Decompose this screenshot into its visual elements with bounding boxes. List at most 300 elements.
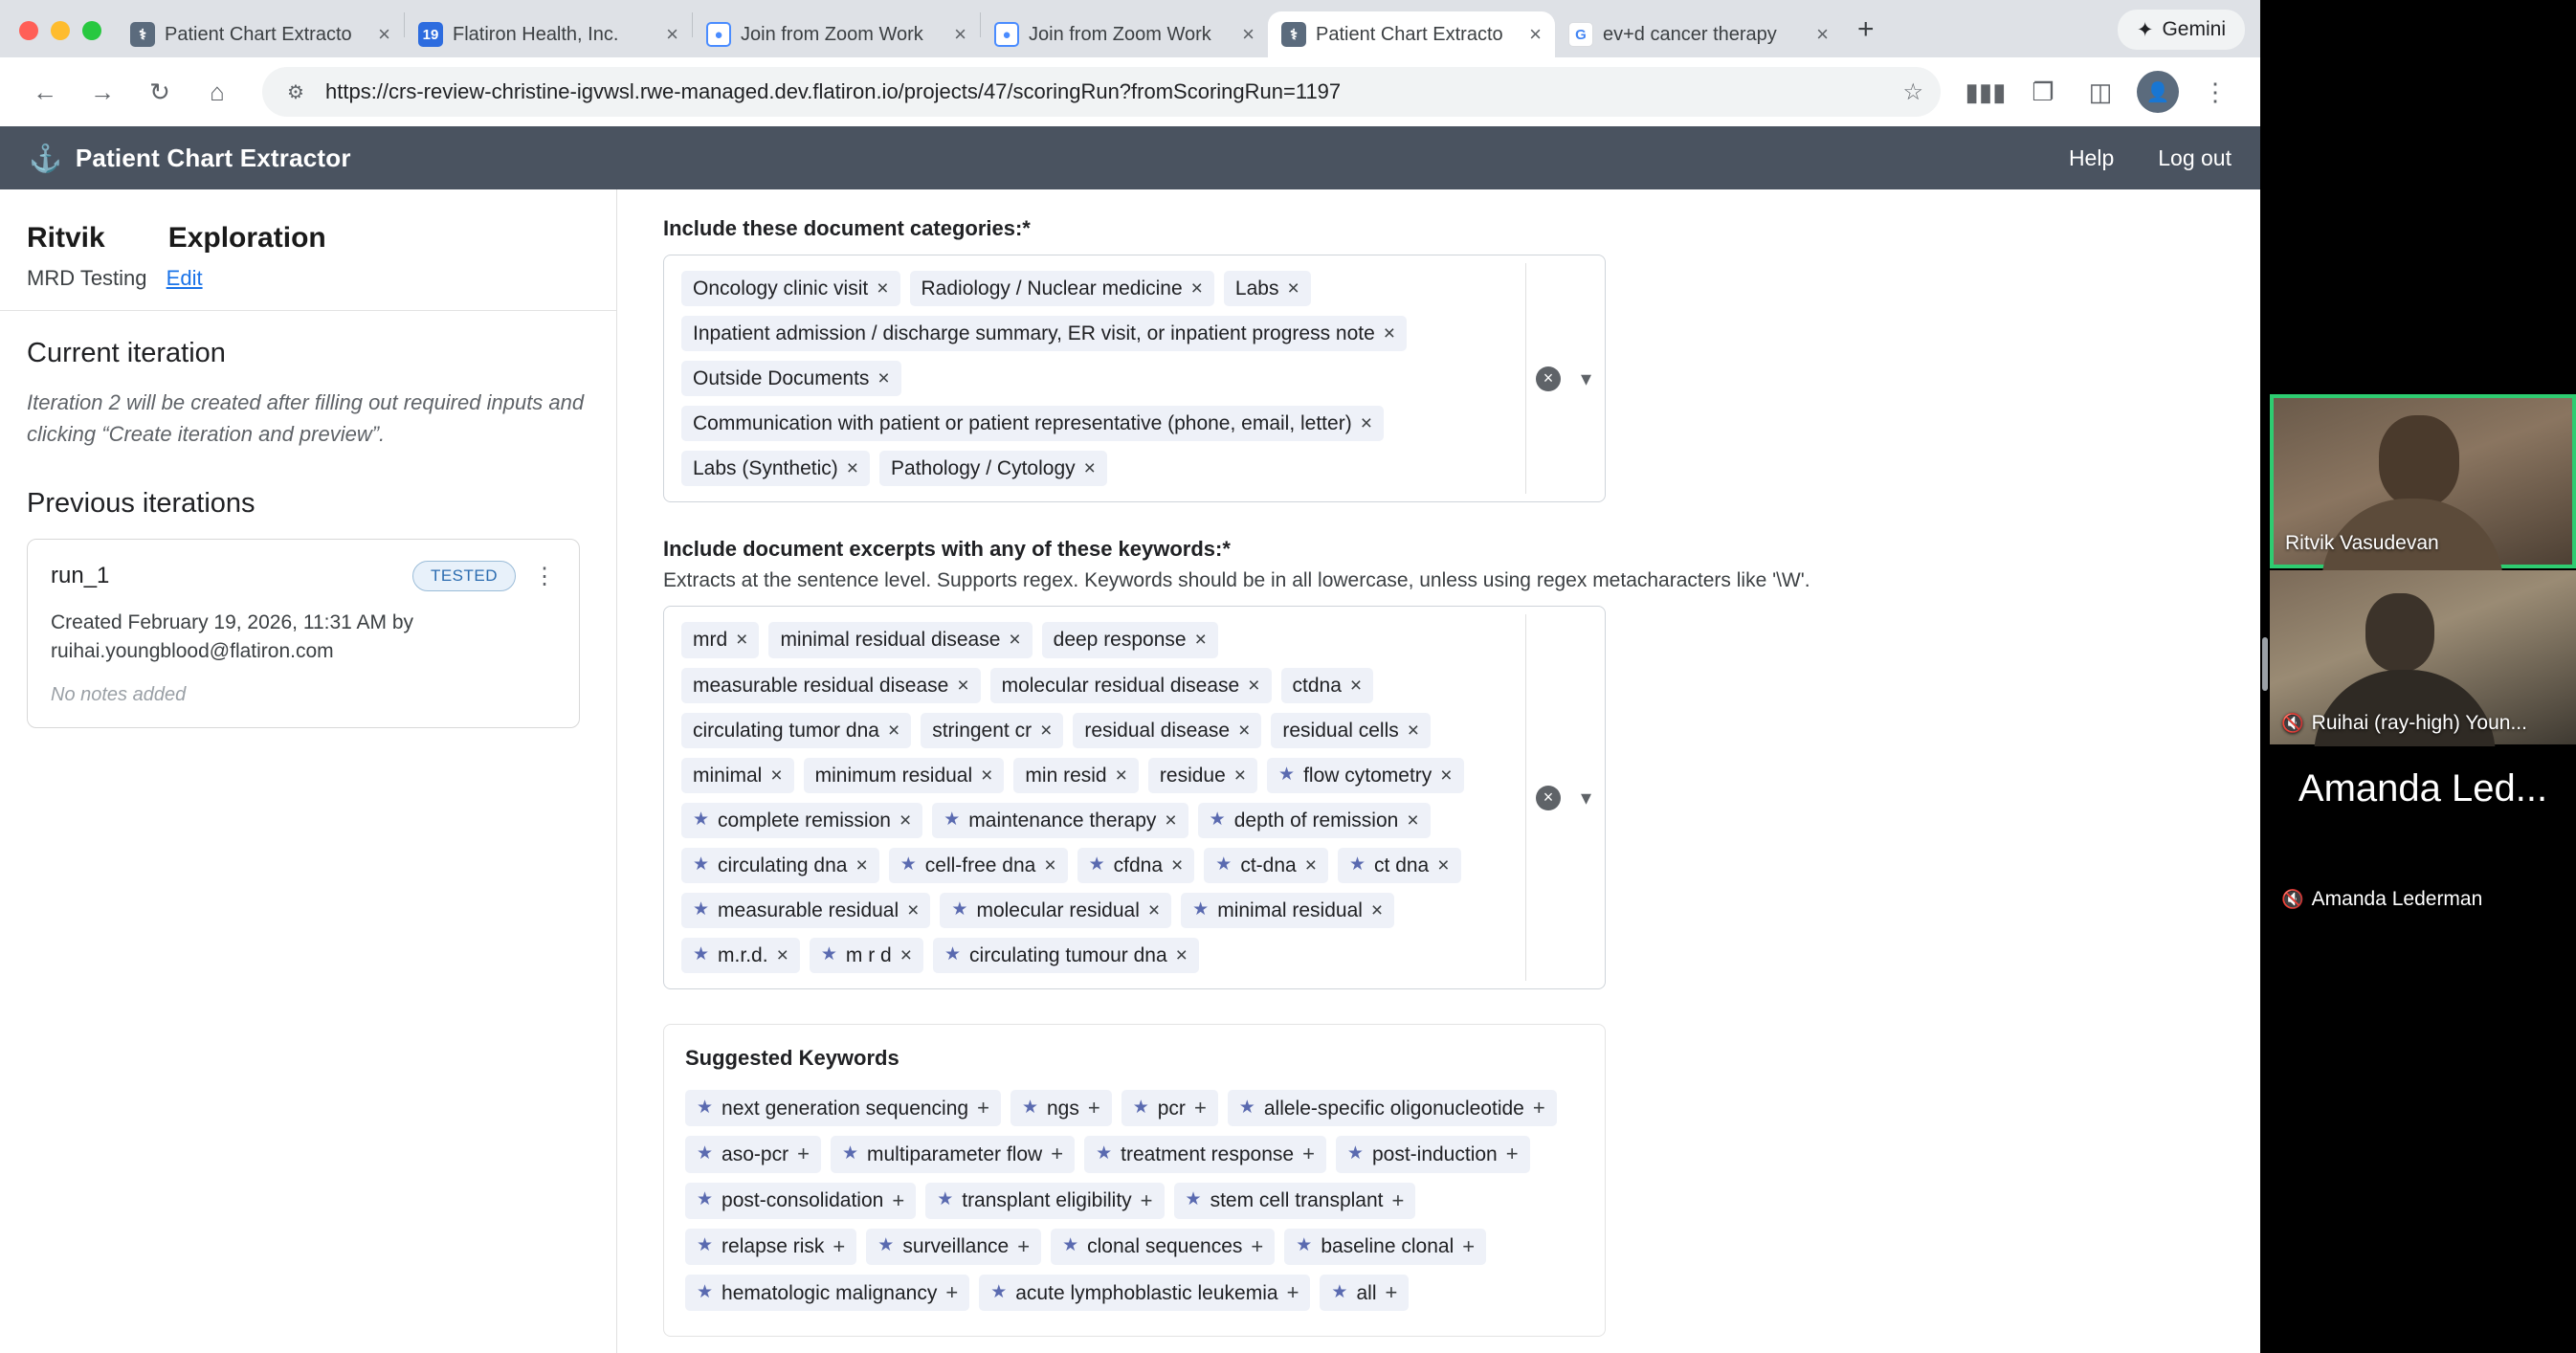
- keyword-chip[interactable]: [933, 938, 1199, 973]
- tab-close-icon[interactable]: ×: [1816, 22, 1829, 46]
- clear-all-icon[interactable]: ×: [1536, 786, 1561, 810]
- suggested-keyword-chip[interactable]: [685, 1136, 821, 1172]
- remove-chip-icon[interactable]: ×: [981, 764, 993, 787]
- category-chip[interactable]: [681, 316, 1407, 351]
- suggested-keyword-chip[interactable]: [685, 1275, 969, 1311]
- participant-name-1: [2285, 532, 2439, 555]
- categories-label: Include these document categories:*: [663, 216, 1031, 240]
- keyword-chip[interactable]: [1181, 893, 1394, 928]
- keywords-multiselect[interactable]: [663, 606, 1606, 989]
- chip-label: ngs: [1046, 1097, 1079, 1120]
- chip-label: post-induction: [1371, 1142, 1498, 1165]
- address-bar[interactable]: [262, 67, 1941, 117]
- star-icon: ★: [1088, 854, 1105, 876]
- previous-iterations-title: Previous iterations: [27, 488, 255, 519]
- remove-chip-icon[interactable]: ×: [1040, 719, 1053, 742]
- keyword-chip[interactable]: [810, 938, 923, 973]
- edit-project-link[interactable]: Edit: [166, 266, 203, 290]
- remove-chip-icon[interactable]: ×: [1165, 809, 1177, 832]
- tab-favicon-icon: ⚕: [1281, 22, 1306, 47]
- keyword-chip[interactable]: [681, 848, 879, 883]
- chevron-down-icon[interactable]: ▾: [1580, 366, 1591, 390]
- suggested-keywords-card: [663, 1024, 1606, 1337]
- suggested-keyword-chip[interactable]: [979, 1275, 1310, 1311]
- remove-chip-icon[interactable]: ×: [1044, 854, 1056, 876]
- keyword-chip[interactable]: [681, 622, 759, 657]
- tab-title: Join from Zoom Work: [1029, 23, 1211, 45]
- category-chip[interactable]: [681, 451, 870, 486]
- keyword-chip[interactable]: [990, 668, 1272, 703]
- app-title: Patient Chart Extractor: [75, 143, 351, 172]
- chip-label: minimal residual: [1217, 899, 1363, 922]
- star-icon: ★: [937, 1189, 954, 1210]
- participant-label: Ritvik Vasudevan: [2285, 532, 2439, 554]
- tab-favicon-icon: 19: [418, 22, 443, 47]
- add-chip-icon[interactable]: +: [945, 1279, 959, 1304]
- participant-label: Amanda Lederman: [2311, 888, 2483, 910]
- anchor-logo-icon: ⚓: [29, 143, 62, 173]
- tab-favicon-icon: ●: [994, 22, 1019, 47]
- project-header: [0, 189, 616, 311]
- suggested-keyword-chip[interactable]: [1174, 1183, 1416, 1219]
- star-icon: ★: [944, 809, 961, 830]
- category-chip[interactable]: [1224, 271, 1311, 306]
- remove-chip-icon[interactable]: ×: [1233, 764, 1247, 787]
- suggested-keyword-chip[interactable]: [1284, 1229, 1486, 1265]
- remove-chip-icon[interactable]: ×: [1194, 629, 1207, 652]
- star-icon: ★: [820, 944, 837, 965]
- star-icon: ★: [693, 944, 710, 965]
- chip-label: ctdna: [1292, 674, 1342, 697]
- chip-label: minimal residual disease: [780, 629, 1001, 652]
- chip-label: minimal: [693, 764, 763, 787]
- suggested-keyword-chip[interactable]: [1336, 1136, 1530, 1172]
- star-icon: ★: [697, 1281, 714, 1302]
- chip-label: Radiology / Nuclear medicine: [921, 277, 1183, 299]
- star-icon: ★: [877, 1235, 895, 1256]
- suggested-keyword-chip[interactable]: [685, 1229, 856, 1265]
- suggested-keyword-chip[interactable]: [866, 1229, 1041, 1265]
- star-icon: ★: [693, 809, 710, 830]
- category-chip[interactable]: [681, 361, 901, 396]
- star-icon: ★: [1192, 899, 1210, 920]
- star-icon: ★: [697, 1097, 714, 1118]
- keyword-chip[interactable]: [1267, 758, 1464, 793]
- chip-label: Labs (Synthetic): [693, 457, 838, 480]
- suggested-keyword-chip[interactable]: [685, 1090, 1001, 1126]
- add-chip-icon[interactable]: +: [797, 1142, 810, 1166]
- suggested-keyword-chip[interactable]: [1121, 1090, 1218, 1126]
- remove-chip-icon[interactable]: ×: [1190, 277, 1203, 299]
- chip-label: acute lymphoblastic leukemia: [1015, 1281, 1278, 1304]
- gemini-button[interactable]: [2118, 10, 2245, 50]
- chip-label: cfdna: [1113, 854, 1164, 876]
- add-chip-icon[interactable]: +: [1391, 1187, 1405, 1212]
- status-badge: TESTED: [412, 561, 516, 591]
- keyword-chip[interactable]: [889, 848, 1068, 883]
- tab-close-icon[interactable]: ×: [1529, 22, 1542, 46]
- chip-label: multiparameter flow: [866, 1142, 1043, 1165]
- keyword-chip[interactable]: [1073, 713, 1261, 748]
- tab-close-icon[interactable]: ×: [954, 22, 966, 46]
- remove-chip-icon[interactable]: ×: [1304, 854, 1317, 876]
- chip-label: ct-dna: [1240, 854, 1297, 876]
- star-icon: ★: [951, 899, 968, 920]
- chip-label: measurable residual: [718, 899, 899, 922]
- chip-label: allele-specific oligonucleotide: [1263, 1097, 1524, 1120]
- remove-chip-icon[interactable]: ×: [1147, 899, 1161, 922]
- participant-name-2: [2281, 712, 2527, 735]
- tab-favicon-icon: ⚕: [130, 22, 155, 47]
- star-icon: ★: [693, 854, 710, 876]
- avatar: 👤: [2137, 71, 2179, 113]
- remove-chip-icon[interactable]: ×: [1248, 674, 1260, 697]
- chip-label: deep response: [1053, 629, 1187, 652]
- category-chip[interactable]: [879, 451, 1107, 486]
- remove-chip-icon[interactable]: ×: [1287, 277, 1299, 299]
- remove-chip-icon[interactable]: ×: [1175, 944, 1188, 967]
- suggested-keyword-chip[interactable]: [1051, 1229, 1275, 1265]
- keyword-chip[interactable]: [768, 622, 1032, 657]
- remove-chip-icon[interactable]: ×: [1349, 674, 1363, 697]
- sparkle-icon: ✦: [2136, 18, 2154, 41]
- keywords-help-text: Extracts at the sentence level. Supports regex. Keywords should be in all lowercase, unless using regex metacharacters like '\W'.: [663, 569, 1810, 592]
- logout-link[interactable]: Log out: [2158, 144, 2232, 170]
- suggested-keyword-chip[interactable]: [831, 1136, 1075, 1172]
- keyword-chip[interactable]: [1338, 848, 1461, 883]
- remove-chip-icon[interactable]: ×: [957, 674, 969, 697]
- browser-toolbar: [0, 57, 2260, 126]
- remove-chip-icon[interactable]: ×: [1083, 457, 1096, 480]
- profile-avatar[interactable]: [2134, 68, 2182, 116]
- tab-strip: [0, 0, 2260, 57]
- chip-label: aso-pcr: [722, 1142, 789, 1165]
- add-chip-icon[interactable]: +: [1302, 1142, 1315, 1166]
- remove-chip-icon[interactable]: ×: [1437, 854, 1450, 876]
- keywords-chip-list: [681, 622, 1499, 973]
- star-icon: ★: [1331, 1281, 1348, 1302]
- star-icon: ★: [1096, 1143, 1113, 1164]
- categories-multiselect[interactable]: [663, 255, 1606, 502]
- back-icon[interactable]: ←: [33, 77, 57, 106]
- run-created-line2: ruihai.youngblood@flatiron.com: [51, 640, 334, 663]
- field-divider: [1525, 263, 1526, 494]
- star-icon: ★: [990, 1281, 1008, 1302]
- participant-tile-3[interactable]: [2270, 746, 2576, 920]
- star-icon: ★: [1346, 1143, 1364, 1164]
- address-bar-url: https://crs-review-christine-igvwsl.rwe-managed.dev.flatiron.io/projects/47/scoringRun?fromScoringRun=1197: [325, 79, 1342, 103]
- site-settings-icon[interactable]: ⚙: [287, 81, 304, 103]
- category-chip[interactable]: [681, 271, 900, 306]
- keyword-chip[interactable]: [932, 803, 1188, 838]
- browser-tab-6[interactable]: [1555, 11, 1842, 57]
- keyword-chip[interactable]: [1204, 848, 1328, 883]
- categories-chip-list: [681, 271, 1499, 486]
- participant-tile-1[interactable]: [2270, 394, 2576, 568]
- gemini-label: Gemini: [2162, 18, 2226, 40]
- chip-label: circulating tumor dna: [693, 719, 879, 742]
- minimize-window-button[interactable]: [51, 21, 70, 40]
- remove-chip-icon[interactable]: ×: [1407, 809, 1419, 832]
- tab-title: Flatiron Health, Inc.: [453, 23, 619, 45]
- tab-close-icon[interactable]: ×: [378, 22, 390, 46]
- remove-chip-icon[interactable]: ×: [776, 944, 788, 967]
- keyword-chip[interactable]: [681, 713, 911, 748]
- star-icon: ★: [693, 899, 710, 920]
- run-name: run_1: [51, 563, 110, 588]
- chip-label: Oncology clinic visit: [693, 277, 869, 299]
- star-icon: ★: [1238, 1097, 1255, 1118]
- keyword-chip[interactable]: [1281, 668, 1374, 703]
- star-icon: ★: [899, 854, 917, 876]
- bookmark-star-icon[interactable]: ☆: [1902, 78, 1923, 105]
- remove-chip-icon[interactable]: ×: [770, 764, 783, 787]
- add-chip-icon[interactable]: +: [1193, 1096, 1207, 1120]
- participant-silhouette: [2365, 593, 2434, 672]
- window-controls[interactable]: [19, 21, 117, 57]
- add-chip-icon[interactable]: +: [1051, 1142, 1064, 1166]
- browser-tab-1[interactable]: [117, 11, 404, 57]
- keyword-chip[interactable]: [681, 758, 794, 793]
- participant-name-3: [2281, 888, 2482, 911]
- keyword-chip[interactable]: [1042, 622, 1218, 657]
- remove-chip-icon[interactable]: ×: [1440, 764, 1453, 787]
- chip-label: surveillance: [902, 1235, 1010, 1258]
- chevron-down-icon[interactable]: ▾: [1580, 785, 1591, 810]
- project-name: Exploration: [167, 222, 326, 254]
- suggested-chip-list: [685, 1090, 1584, 1311]
- reload-icon[interactable]: ↻: [149, 77, 170, 106]
- chip-label: baseline clonal: [1321, 1235, 1455, 1258]
- tab-title: Patient Chart Extracto: [1316, 23, 1503, 45]
- chip-label: flow cytometry: [1303, 764, 1432, 787]
- app-header: [0, 126, 2260, 189]
- suggested-keyword-chip[interactable]: [685, 1183, 916, 1219]
- star-icon: ★: [1185, 1189, 1202, 1210]
- current-iteration-section: [0, 311, 616, 728]
- remove-chip-icon[interactable]: ×: [1360, 412, 1372, 435]
- extensions-puzzle-icon[interactable]: ❐: [2032, 77, 2054, 106]
- run-created-line1: Created February 19, 2026, 11:31 AM by: [51, 611, 414, 633]
- participant-initials: Amanda Led...: [2298, 767, 2548, 810]
- remove-chip-icon[interactable]: ×: [899, 809, 912, 832]
- keywords-label: Include document excerpts with any of these keywords:*: [663, 537, 1231, 562]
- chip-label: relapse risk: [722, 1235, 825, 1258]
- keyword-chip[interactable]: [921, 713, 1063, 748]
- chip-label: Inpatient admission / discharge summary, ER visit, or inpatient progress note: [693, 322, 1375, 345]
- tab-close-icon[interactable]: ×: [666, 22, 678, 46]
- keyword-chip[interactable]: [681, 668, 981, 703]
- zoom-meeting-panel: [2260, 0, 2576, 1353]
- chip-label: next generation sequencing: [722, 1097, 969, 1120]
- star-icon: ★: [841, 1143, 858, 1164]
- remove-chip-icon[interactable]: ×: [1115, 764, 1127, 787]
- remove-chip-icon[interactable]: ×: [1383, 322, 1396, 345]
- add-chip-icon[interactable]: +: [1385, 1279, 1398, 1304]
- current-iteration-title: Current iteration: [27, 338, 226, 368]
- chip-label: Labs: [1234, 277, 1279, 299]
- star-icon: ★: [1021, 1097, 1038, 1118]
- remove-chip-icon[interactable]: ×: [1407, 719, 1420, 742]
- tab-title: ev+d cancer therapy: [1603, 23, 1777, 45]
- participant-tile-2[interactable]: [2270, 570, 2576, 744]
- add-chip-icon[interactable]: +: [1286, 1279, 1299, 1304]
- chip-label: all: [1356, 1281, 1377, 1304]
- remove-chip-icon[interactable]: ×: [907, 899, 920, 922]
- star-icon: ★: [944, 944, 962, 965]
- add-chip-icon[interactable]: +: [1532, 1096, 1545, 1120]
- participant-label: Ruihai (ray-high) Youn...: [2311, 712, 2527, 734]
- add-chip-icon[interactable]: +: [833, 1233, 846, 1258]
- screenshot-icon[interactable]: ◫: [2088, 77, 2113, 106]
- project-subtitle: MRD Testing: [27, 266, 147, 290]
- suggested-keyword-chip[interactable]: [1010, 1090, 1112, 1126]
- chip-label: molecular residual: [976, 899, 1140, 922]
- browser-tab-3[interactable]: [693, 11, 980, 57]
- add-chip-icon[interactable]: +: [1087, 1096, 1100, 1120]
- keyword-chip[interactable]: [681, 803, 922, 838]
- star-icon: ★: [697, 1189, 714, 1210]
- project-owner-name: Ritvik: [27, 222, 105, 254]
- remove-chip-icon[interactable]: ×: [1171, 854, 1184, 876]
- chip-label: Outside Documents: [693, 367, 870, 390]
- run-notes: No notes added: [51, 683, 187, 705]
- suggested-keywords-title: Suggested Keywords: [685, 1046, 899, 1071]
- chip-label: circulating dna: [718, 854, 848, 876]
- chip-label: residual cells: [1282, 719, 1399, 742]
- chip-label: hematologic malignancy: [722, 1281, 938, 1304]
- chip-label: cell-free dna: [924, 854, 1036, 876]
- chip-label: residue: [1159, 764, 1226, 787]
- suggested-keyword-chip[interactable]: [1084, 1136, 1326, 1172]
- keyword-chip[interactable]: [681, 938, 800, 973]
- star-icon: ★: [1278, 764, 1296, 785]
- keyword-chip[interactable]: [804, 758, 1005, 793]
- chip-label: residual disease: [1084, 719, 1231, 742]
- new-tab-button[interactable]: +: [1857, 13, 1875, 45]
- add-chip-icon[interactable]: +: [1505, 1142, 1519, 1166]
- add-chip-icon[interactable]: +: [977, 1096, 989, 1120]
- chip-label: maintenance therapy: [968, 809, 1157, 832]
- chip-label: post-consolidation: [722, 1189, 884, 1212]
- chip-label: depth of remission: [1233, 809, 1399, 832]
- keyword-chip[interactable]: [1013, 758, 1138, 793]
- chip-label: treatment response: [1121, 1142, 1295, 1165]
- chip-label: clonal sequences: [1087, 1235, 1243, 1258]
- chip-label: molecular residual disease: [1001, 674, 1240, 697]
- remove-chip-icon[interactable]: ×: [1009, 629, 1021, 652]
- panel-drag-handle[interactable]: [2262, 637, 2268, 691]
- home-icon[interactable]: ⌂: [210, 77, 225, 106]
- remove-chip-icon[interactable]: ×: [1370, 899, 1384, 922]
- star-icon: ★: [1348, 854, 1366, 876]
- remove-chip-icon[interactable]: ×: [736, 629, 748, 652]
- forward-icon[interactable]: →: [90, 77, 115, 106]
- chip-label: pcr: [1157, 1097, 1186, 1120]
- keyword-chip[interactable]: [1148, 758, 1257, 793]
- iteration-run-card[interactable]: [27, 539, 580, 728]
- tab-favicon-icon: G: [1568, 22, 1593, 47]
- chip-label: m r d: [845, 944, 892, 967]
- add-chip-icon[interactable]: +: [1251, 1233, 1264, 1258]
- participant-silhouette: [2379, 415, 2459, 507]
- tab-close-icon[interactable]: ×: [1242, 22, 1255, 46]
- chrome-menu-icon[interactable]: ⋮: [2203, 77, 2228, 106]
- tab-title: Patient Chart Extracto: [165, 23, 352, 45]
- browser-tab-4[interactable]: [981, 11, 1268, 57]
- chip-label: stem cell transplant: [1210, 1189, 1384, 1212]
- star-icon: ★: [1132, 1097, 1149, 1118]
- chip-label: ct dna: [1374, 854, 1430, 876]
- add-chip-icon[interactable]: +: [1462, 1233, 1476, 1258]
- add-chip-icon[interactable]: +: [892, 1187, 905, 1212]
- remove-chip-icon[interactable]: ×: [877, 277, 889, 299]
- clear-all-icon[interactable]: ×: [1536, 366, 1561, 391]
- kebab-menu-icon[interactable]: ⋮: [533, 563, 556, 589]
- close-window-button[interactable]: [19, 21, 38, 40]
- chip-label: transplant eligibility: [962, 1189, 1132, 1212]
- keyword-chip[interactable]: [1198, 803, 1431, 838]
- mic-muted-icon: 🔇: [2281, 714, 2304, 734]
- star-icon: ★: [697, 1235, 714, 1256]
- keyword-chip[interactable]: [1077, 848, 1195, 883]
- main-content: [617, 189, 2260, 1353]
- help-link[interactable]: Help: [2068, 144, 2115, 170]
- category-chip[interactable]: [910, 271, 1214, 306]
- mic-muted-icon: 🔇: [2281, 890, 2304, 910]
- patient-chart-extractor-app: [0, 126, 2260, 1353]
- suggested-keyword-chip[interactable]: [925, 1183, 1164, 1219]
- keyword-chip[interactable]: [940, 893, 1171, 928]
- keyword-chip[interactable]: [681, 893, 930, 928]
- browser-tab-5-active[interactable]: [1268, 11, 1555, 57]
- maximize-window-button[interactable]: [82, 21, 101, 40]
- add-chip-icon[interactable]: +: [1140, 1187, 1153, 1212]
- chip-label: measurable residual disease: [693, 674, 949, 697]
- remove-chip-icon[interactable]: ×: [855, 854, 868, 876]
- chip-label: Pathology / Cytology: [891, 457, 1076, 480]
- remove-chip-icon[interactable]: ×: [846, 457, 859, 480]
- star-icon: ★: [1296, 1235, 1313, 1256]
- extensions-menu-icon[interactable]: ▮▮▮: [1965, 77, 2007, 106]
- remove-chip-icon[interactable]: ×: [1238, 719, 1251, 742]
- chip-label: Communication with patient or patient representative (phone, email, letter): [693, 412, 1352, 435]
- category-chip[interactable]: [681, 406, 1384, 441]
- tab-title: Join from Zoom Work: [741, 23, 923, 45]
- chip-label: mrd: [693, 629, 728, 652]
- remove-chip-icon[interactable]: ×: [877, 367, 890, 390]
- suggested-keyword-chip[interactable]: [1228, 1090, 1557, 1126]
- chip-label: m.r.d.: [718, 944, 768, 967]
- add-chip-icon[interactable]: +: [1017, 1233, 1031, 1258]
- suggested-keyword-chip[interactable]: [1320, 1275, 1409, 1311]
- field-divider: [1525, 614, 1526, 981]
- sidebar: [0, 189, 617, 1353]
- chip-label: circulating tumour dna: [969, 944, 1167, 967]
- browser-tab-2[interactable]: [405, 11, 692, 57]
- chip-label: min resid: [1025, 764, 1107, 787]
- current-iteration-note: Iteration 2 will be created after filling out required inputs and clicking “Create iteration and preview”.: [27, 390, 585, 446]
- tab-favicon-icon: ●: [706, 22, 731, 47]
- chip-label: minimum residual: [814, 764, 973, 787]
- keyword-chip[interactable]: [1271, 713, 1431, 748]
- star-icon: ★: [697, 1143, 714, 1164]
- remove-chip-icon[interactable]: ×: [887, 719, 900, 742]
- star-icon: ★: [1062, 1235, 1079, 1256]
- remove-chip-icon[interactable]: ×: [899, 944, 912, 967]
- chip-label: complete remission: [718, 809, 891, 832]
- star-icon: ★: [1209, 809, 1226, 830]
